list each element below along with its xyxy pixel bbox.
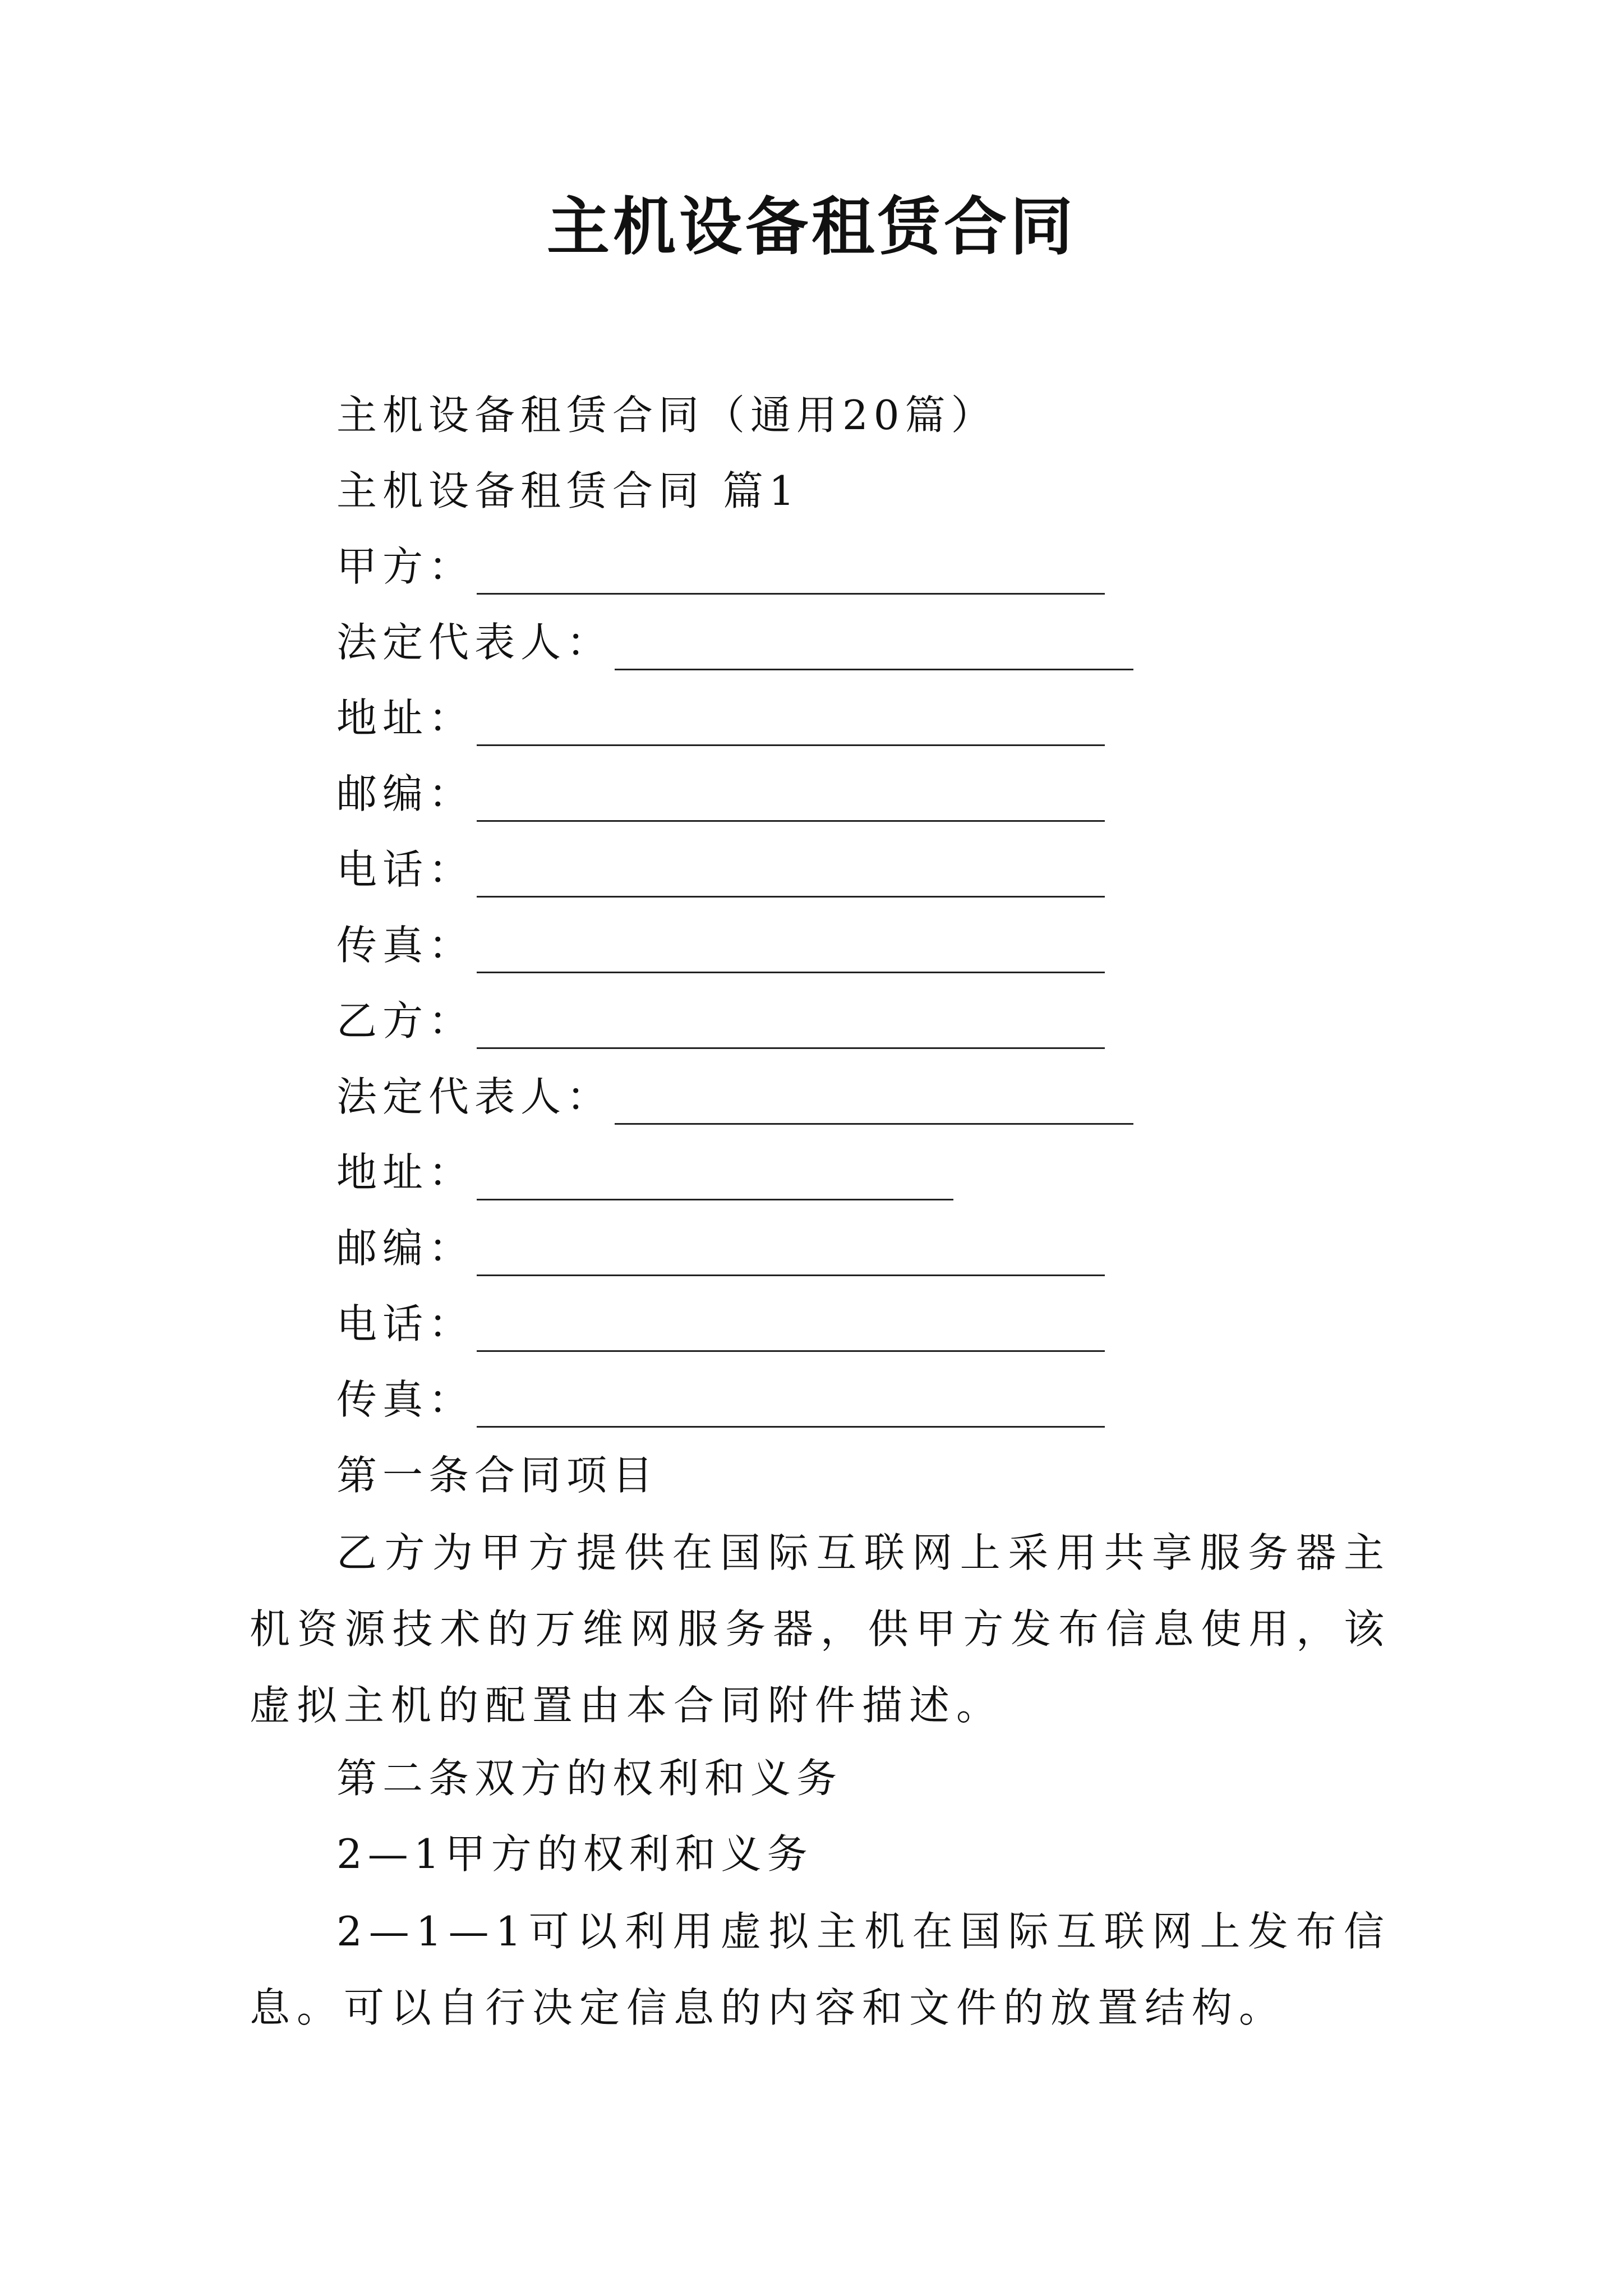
clause-1-body: 乙方为甲方提供在国际互联网上采用共享服务器主机资源技术的万维网服务器，供甲方发布信息使用，该虚拟主机的配置由本合同附件描述。	[250, 1529, 1391, 1729]
party-b-field	[336, 993, 1105, 1049]
clause-2-title: 第二条双方的权利和义务	[336, 1755, 843, 1802]
party-b-fax-field	[336, 1372, 1105, 1428]
party-a-fax-label: 传真：	[336, 922, 475, 969]
party-a-field	[336, 539, 1105, 595]
party-a-postcode-field	[336, 766, 1105, 822]
document-title: 主机设备租赁合同	[547, 190, 1076, 264]
party-b-postcode-blank	[477, 1231, 1105, 1276]
party-a-address-label: 地址：	[336, 694, 475, 742]
article-heading: 主机设备租赁合同 篇1	[336, 467, 800, 514]
party-a-address-field	[336, 690, 1105, 746]
clause-2-1-1-body: 2—1—1可以利用虚拟主机在国际互联网上发布信息。可以自行决定信息的内容和文件的放置结构。	[250, 1908, 1391, 2031]
party-a-address-blank	[477, 701, 1105, 746]
party-a-postcode-blank	[477, 776, 1105, 822]
party-a-postcode-label: 邮编：	[336, 770, 475, 817]
party-b-phone-blank	[477, 1306, 1105, 1352]
party-b-postcode-field	[336, 1220, 1105, 1276]
party-b-rep-label: 法定代表人：	[336, 1073, 613, 1120]
party-a-phone-label: 电话：	[336, 846, 475, 893]
party-a-phone-field	[336, 841, 1105, 898]
party-b-address-blank	[477, 1155, 953, 1200]
party-b-address-field	[336, 1144, 953, 1200]
party-b-rep-field	[336, 1069, 1133, 1125]
party-b-postcode-label: 邮编：	[336, 1225, 475, 1272]
party-b-label: 乙方：	[336, 997, 475, 1045]
clause-2-1-title: 2—1甲方的权利和义务	[336, 1830, 813, 1878]
party-b-fax-label: 传真：	[336, 1376, 475, 1423]
party-a-rep-blank	[615, 625, 1133, 670]
party-b-rep-blank	[615, 1079, 1133, 1125]
party-a-fax-blank	[477, 928, 1105, 973]
party-b-address-label: 地址：	[336, 1149, 475, 1196]
party-b-blank	[477, 1004, 1105, 1049]
clause-1-title: 第一条合同项目	[336, 1452, 659, 1499]
party-b-phone-label: 电话：	[336, 1300, 475, 1347]
party-b-fax-blank	[477, 1382, 1105, 1428]
party-a-label: 甲方：	[336, 543, 475, 590]
party-a-phone-blank	[477, 852, 1105, 898]
party-b-phone-field	[336, 1296, 1105, 1352]
party-a-fax-field	[336, 917, 1105, 973]
party-a-rep-field	[336, 614, 1133, 670]
party-a-rep-label: 法定代表人：	[336, 619, 613, 666]
party-a-blank	[477, 549, 1105, 595]
collection-heading: 主机设备租赁合同（通用20篇）	[336, 392, 997, 439]
